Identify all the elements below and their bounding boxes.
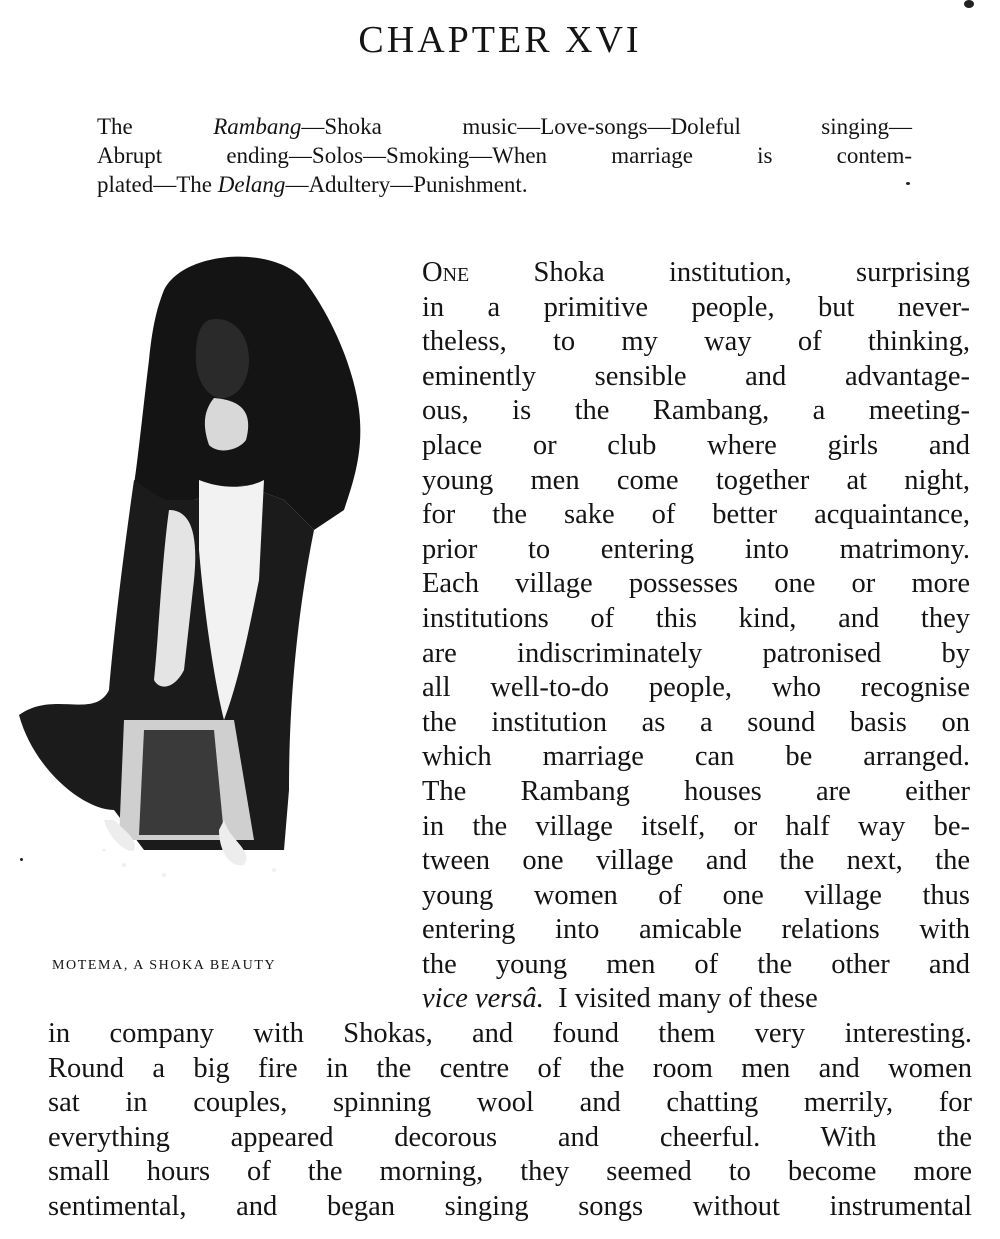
body-line: One Shoka institution, surprising <box>422 257 970 288</box>
body-line: the young men of the other and <box>422 948 970 980</box>
body-line: vice versâ. I visited many of these <box>422 983 818 1015</box>
body-line: tween one village and the next, the <box>422 845 970 877</box>
body-line: Round a big fire in the centre of the room men and women <box>48 1052 972 1084</box>
body-column-text <box>422 256 970 1017</box>
drop-word: One <box>422 257 470 288</box>
chapter-title: CHAPTER XVI <box>358 19 642 61</box>
body-line: prior to entering into matrimony. <box>422 533 970 565</box>
photo-caption: MOTEMA, A SHOKA BEAUTY <box>52 958 277 973</box>
portrait-photo <box>14 250 396 890</box>
body-line: in the village itself, or half way be- <box>422 810 970 842</box>
shoka-woman-figure <box>14 250 396 890</box>
body-line: Each village possesses one or more <box>422 568 970 600</box>
body-line: young women of one village thus <box>422 879 970 911</box>
body-line: The Rambang houses are either <box>422 775 970 807</box>
body-line: sat in couples, spinning wool and chatting merrily, for <box>48 1087 972 1119</box>
body-line: institutions of this kind, and they <box>422 602 970 634</box>
summary-line-2: Abrupt ending—Solos—Smoking—When marriage is contem- <box>97 143 912 168</box>
body-line: eminently sensible and advantage- <box>422 360 970 392</box>
body-line: place or club where girls and <box>422 429 970 461</box>
ink-speck <box>964 0 974 8</box>
body-line: everything appeared decorous and cheerful. With the <box>48 1121 972 1153</box>
body-line: young men come together at night, <box>422 464 970 496</box>
summary-line-1: The Rambang—Shoka music—Love-songs—Doleful singing— <box>97 114 912 139</box>
summary-line-3: plated—The Delang—Adultery—Punishment. <box>97 172 528 197</box>
body-line: sentimental, and began singing songs without instrumental <box>48 1190 972 1222</box>
body-line: all well-to-do people, who recognise <box>422 672 970 704</box>
body-line: in company with Shokas, and found them very interesting. <box>48 1018 972 1049</box>
body-line: small hours of the morning, they seemed to become more <box>48 1156 972 1188</box>
body-line: the institution as a sound basis on <box>422 706 970 738</box>
chapter-summary <box>97 112 912 199</box>
body-line: for the sake of better acquaintance, <box>422 499 970 531</box>
body-line: ous, is the Rambang, a meeting- <box>422 395 970 427</box>
vice-versa-italic: vice versâ. <box>422 983 544 1015</box>
ink-speck <box>906 182 910 185</box>
body-line: theless, to my way of thinking, <box>422 326 970 358</box>
body-line: in a primitive people, but never- <box>422 291 970 323</box>
ink-speck <box>20 858 23 861</box>
body-line: entering into amicable relations with <box>422 914 970 946</box>
body-line: which marriage can be arranged. <box>422 741 970 773</box>
body-full-width-text <box>48 1017 972 1225</box>
body-line: are indiscriminately patronised by <box>422 637 970 669</box>
